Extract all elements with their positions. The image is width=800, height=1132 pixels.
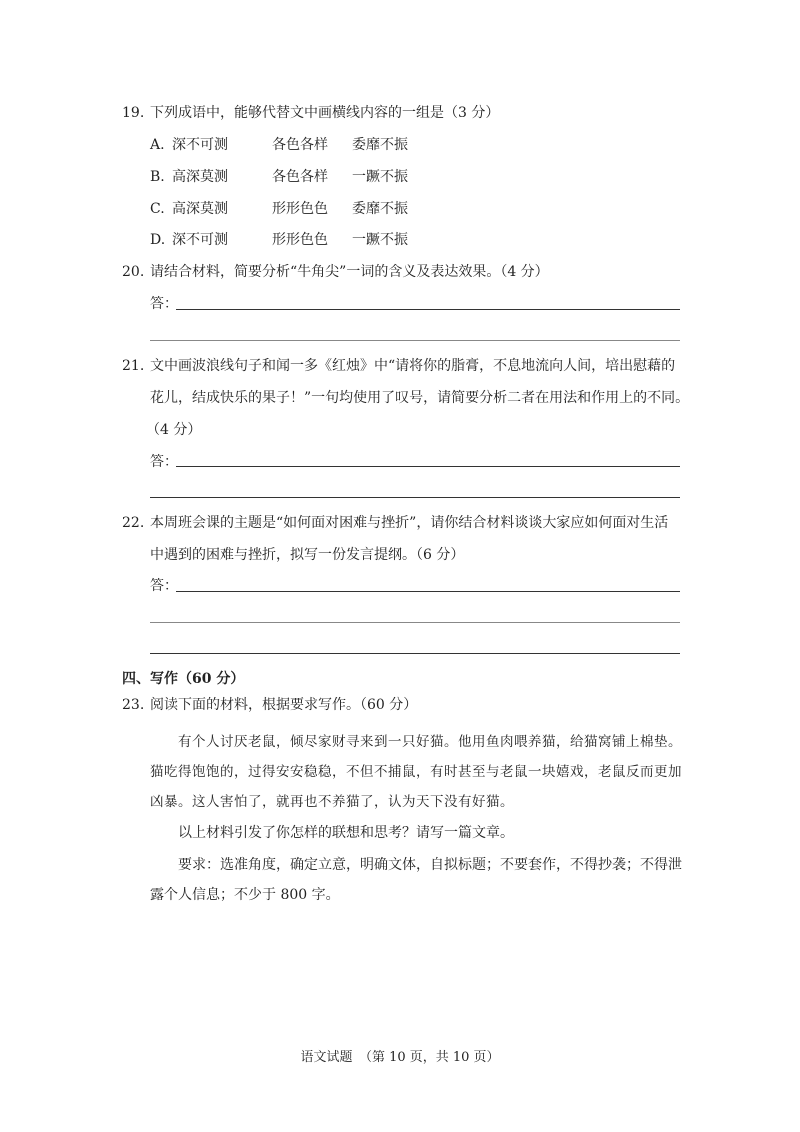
question-number: 22. xyxy=(122,515,145,531)
option-idiom-1: 深不可测 xyxy=(172,137,228,153)
option-idiom-1: 高深莫测 xyxy=(172,169,228,185)
option-idiom-3: 一蹶不振 xyxy=(352,169,408,185)
option-idiom-1: 高深莫测 xyxy=(172,201,228,217)
answer-label: 答： xyxy=(150,454,178,470)
answer-label: 答： xyxy=(150,578,178,594)
option-idiom-3: 委靡不振 xyxy=(352,201,408,217)
option-d xyxy=(150,230,408,250)
answer-line[interactable] xyxy=(176,466,680,467)
option-idiom-3: 一蹶不振 xyxy=(352,232,408,248)
writing-prompt: 以上材料引发了你怎样的联想和思考？请写一篇文章。 xyxy=(178,825,514,841)
question-text: 下列成语中，能够代替文中画横线内容的一组是（3 分） xyxy=(150,105,500,121)
page-footer: 语文试题 （第 10 页，共 10 页） xyxy=(300,1050,500,1065)
question-text-line-3: （4 分） xyxy=(146,422,202,438)
answer-line[interactable] xyxy=(176,309,680,310)
option-b xyxy=(150,167,408,187)
question-21 xyxy=(122,356,675,376)
option-letter: A. xyxy=(150,137,165,153)
question-text: 阅读下面的材料，根据要求写作。（60 分） xyxy=(150,697,418,713)
answer-line[interactable] xyxy=(150,653,680,654)
question-19 xyxy=(122,103,499,123)
answer-line[interactable] xyxy=(150,340,680,341)
question-number: 19. xyxy=(122,105,145,121)
question-text: 请结合材料，简要分析“牛角尖”一词的含义及表达效果。（4 分） xyxy=(150,264,549,280)
question-20 xyxy=(122,262,549,282)
question-text-line-2: 中遇到的困难与挫折，拟写一份发言提纲。（6 分） xyxy=(150,547,465,563)
question-text-line-1: 本周班会课的主题是“如何面对困难与挫折”，请你结合材料谈谈大家应如何面对生活 xyxy=(150,515,669,531)
question-number: 20. xyxy=(122,264,145,280)
question-number: 23. xyxy=(122,697,145,713)
option-idiom-2: 各色各样 xyxy=(272,169,328,185)
option-idiom-2: 各色各样 xyxy=(272,137,328,153)
option-letter: D. xyxy=(150,232,166,248)
option-letter: C. xyxy=(150,201,165,217)
option-c xyxy=(150,199,408,219)
writing-requirements: 要求：选准角度，确定立意，明确文体，自拟标题；不要套作，不得抄袭；不得泄露个人信息；不少于 800 字。 xyxy=(150,857,682,903)
answer-label: 答： xyxy=(150,296,178,312)
question-text-line-1: 文中画波浪线句子和闻一多《红烛》中“请将你的脂膏，不息地流向人间，培出慰藉的 xyxy=(150,358,676,374)
question-number: 21. xyxy=(122,358,145,374)
question-23 xyxy=(122,695,417,715)
answer-line[interactable] xyxy=(150,497,680,498)
section-title: 四、写作（60 分） xyxy=(122,671,245,687)
option-letter: B. xyxy=(150,169,165,185)
option-a xyxy=(150,135,408,155)
question-text-line-2: 花儿，结成快乐的果子！”一句均使用了叹号，请简要分析二者在用法和作用上的不同。 xyxy=(150,390,690,406)
option-idiom-3: 委靡不振 xyxy=(352,137,408,153)
writing-material: 有个人讨厌老鼠，倾尽家财寻来到一只好猫。他用鱼肉喂养猫，给猫窝铺上棉垫。猫吃得饱饱的，过得安安稳稳，不但不捕鼠，有时甚至与老鼠一块嬉戏，老鼠反而更加凶暴。这人害怕了，就再也不养猫了，认为天下没有好猫。 xyxy=(150,734,682,810)
option-idiom-2: 形形色色 xyxy=(272,232,328,248)
option-idiom-1: 深不可测 xyxy=(172,232,228,248)
answer-line[interactable] xyxy=(150,622,680,623)
option-idiom-2: 形形色色 xyxy=(272,201,328,217)
question-22 xyxy=(122,513,668,533)
answer-line[interactable] xyxy=(176,591,680,592)
